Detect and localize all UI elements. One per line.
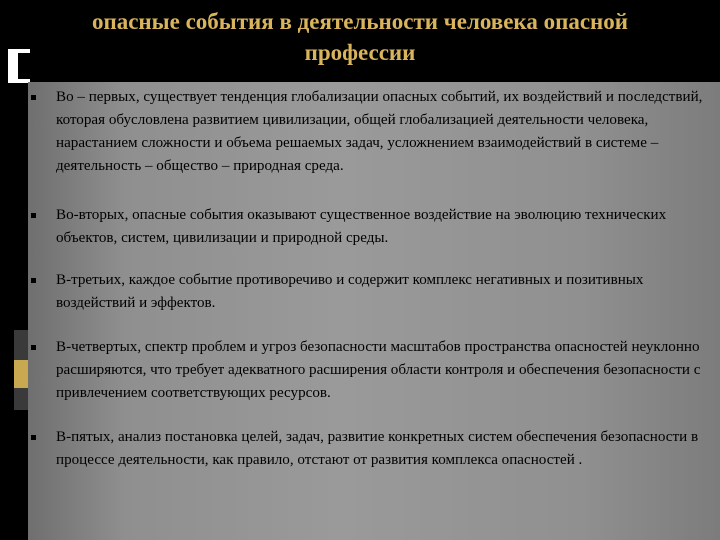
bullet-square-icon [31, 95, 36, 100]
decor-square-black [18, 53, 34, 79]
bullet-text: Во-вторых, опасные события оказывают существенное воздействие на эволюцию технических объектов, систем, цивилизации и природной среды. [56, 207, 667, 246]
bullet-text: В-четвертых, спектр проблем и угроз безопасности масштабов пространства опасностей неуклонно расширяются, что требует адекватного расширения области контроля и обеспечения безопасности с привлечением соответствующих ресурсов. [56, 339, 701, 401]
content-panel [28, 82, 720, 540]
bullet-square-icon [31, 435, 36, 440]
slide-title: опасные события в деятельности человека опасной профессии [91, 9, 629, 65]
bullet-text: Во – первых, существует тенденция глобализации опасных событий, их воздействий и последствий, которая обусловлена развитием цивилизации, общей глобализацией деятельности человека, нарастанием сложности и объема решаемых задач, усложнением взаимодействий в системе – деятельность – общество – природная среда. [56, 89, 703, 174]
bullet-square-icon [31, 213, 36, 218]
bullet-list [28, 86, 720, 472]
bullet-square-icon [31, 278, 36, 283]
bullet-item-5 [28, 426, 720, 472]
bullet-item-1 [28, 86, 720, 178]
bullet-square-icon [31, 345, 36, 350]
bullet-text: В-пятых, анализ постановка целей, задач, развитие конкретных систем обеспечения безопасности в процессе деятельности, как правило, отстают от развития комплекса опасностей . [56, 429, 699, 468]
bullet-item-4 [28, 336, 720, 405]
bullet-text: В-третьих, каждое событие противоречиво и содержит комплекс негативных и позитивных воздействий и эффектов. [56, 272, 644, 311]
bullet-item-2 [28, 204, 720, 250]
bullet-item-3 [28, 269, 720, 315]
decor-bar-gold [14, 360, 28, 388]
